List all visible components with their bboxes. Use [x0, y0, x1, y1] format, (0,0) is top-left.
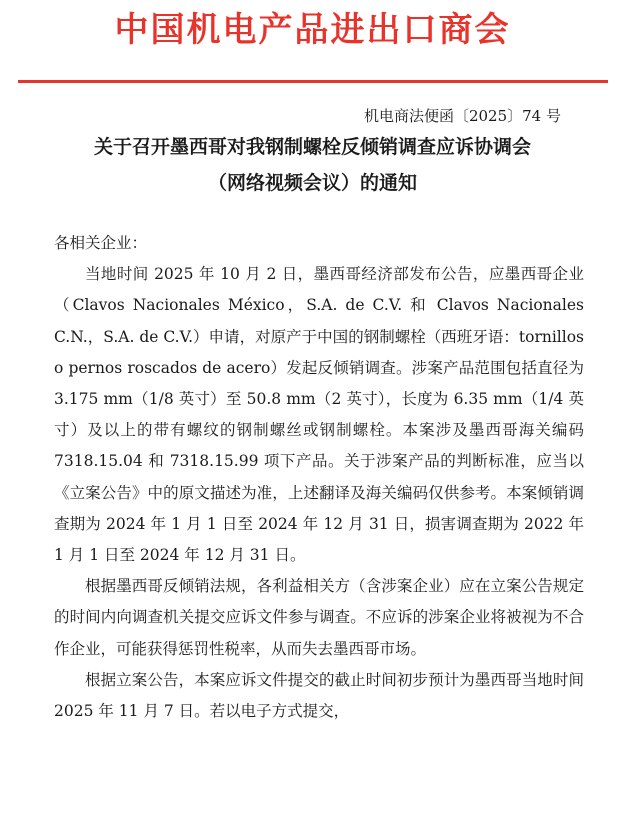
document-number: 机电商法便函〔2025〕74 号 [363, 107, 561, 125]
document-title-line-2: （网络视频会议）的通知 [207, 172, 417, 194]
document-body [54, 228, 584, 727]
letterhead-org-name: 中国机电产品进出口商会 [114, 10, 511, 50]
letterhead-red-rule [18, 80, 608, 83]
body-paragraph: 当地时间 2025 年 10 月 2 日，墨西哥经济部发布公告，应墨西哥企业（Clavos Nacionales México，S.A. de C.V. 和 Clavos Nacionales C.N.，S.A. de C.V.）申请，对原产于中国的钢制螺栓（西班牙语：tornillos o pernos roscados de acero）发起反倾销调查。涉案产品范围包括直径为 3.175 mm（1/8 英寸）至 50.8 mm（2 英寸），长度为 6.35 mm（1/4 英寸）及以上的带有螺纹的钢制螺丝或钢制螺栓。本案涉及墨西哥海关编码 7318.15.04 和 7318.15.99 项下产品。关于涉案产品的判断标准，应当以《立案公告》中的原文描述为准，上述翻译及海关编码仅供参考。本案倾销调查期为 2024 年 1 月 1 日至 2024 年 12 月 31 日，损害调查期为 2022 年 1 月 1 日至 2024 年 12 月 31 日。 [54, 265, 584, 565]
document-title-line-1: 关于召开墨西哥对我钢制螺栓反倾销调查应诉协调会 [93, 136, 531, 158]
body-paragraph: 根据立案公告，本案应诉文件提交的截止时间初步预计为墨西哥当地时间 2025 年 11 月 7 日。若以电子方式提交， [54, 670, 584, 721]
salutation: 各相关企业： [54, 234, 148, 252]
body-paragraph: 根据墨西哥反倾销法规，各利益相关方（含涉案企业）应在立案公告规定的时间内向调查机关提交应诉文件参与调查。不应诉的涉案企业将被视为不合作企业，可能获得惩罚性税率，从而失去墨西哥市场。 [54, 577, 584, 658]
